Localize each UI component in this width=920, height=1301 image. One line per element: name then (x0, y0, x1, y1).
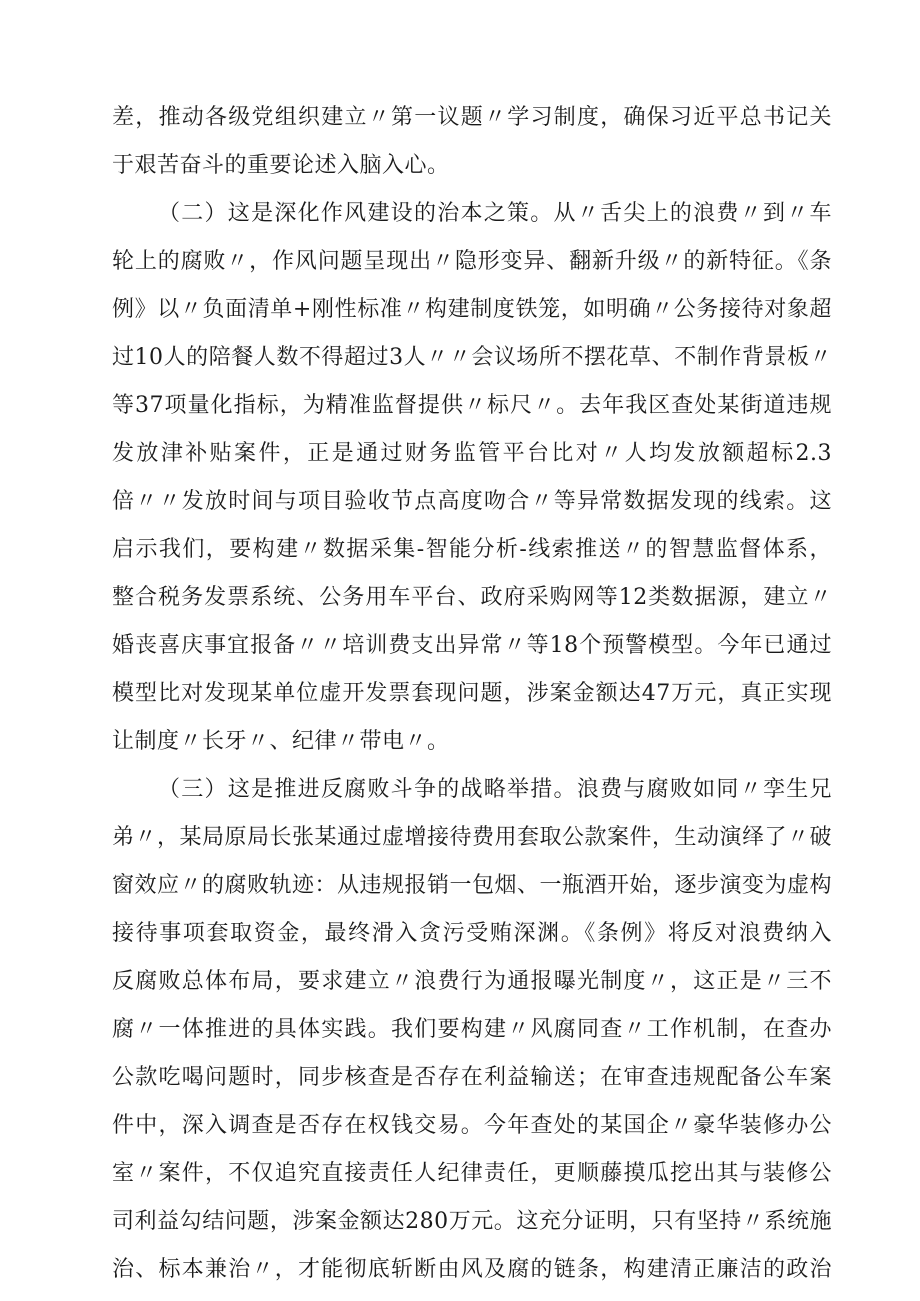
text-line: 弟〃，某局原局长张某通过虚增接待费用套取公款案件，生动演绎了〃破 (112, 825, 833, 850)
text-line: 室〃案件，不仅追究直接责任人纪律责任，更顺藤摸瓜挖出其与装修公 (112, 1161, 832, 1186)
text-line: 反腐败总体布局，要求建立〃浪费行为通报曝光制度〃，这正是〃三不 (112, 969, 832, 994)
paragraph-section-2 (112, 190, 832, 766)
document-body (112, 94, 832, 1294)
text-line: 让制度〃长牙〃、纪律〃带电〃。 (112, 729, 450, 754)
text-line: 件中，深入调查是否存在权钱交易。今年查处的某国企〃豪华装修办公 (112, 1113, 832, 1138)
paragraph-continuation (112, 94, 832, 190)
text-line: 整合税务发票系统、公务用车平台、政府采购网等12类数据源，建立〃 (112, 585, 832, 610)
paragraph-section-3 (112, 766, 832, 1294)
text-line: 轮上的腐败〃，作风问题呈现出〃隐形变异、翻新升级〃的新特征。《条 (112, 249, 832, 274)
text-line: 模型比对发现某单位虚开发票套现问题，涉案金额达47万元，真正实现 (112, 681, 832, 706)
text-line: 腐〃一体推进的具体实践。我们要构建〃风腐同查〃工作机制，在查办 (112, 1017, 832, 1042)
text-line: 过10人的陪餐人数不得超过3人〃〃会议场所不摆花草、不制作背景板〃 (112, 345, 832, 370)
text-line: 治、标本兼治〃，才能彻底斩断由风及腐的链条，构建清正廉洁的政治 (112, 1257, 832, 1282)
text-line: 启示我们，要构建〃数据采集-智能分析-线索推送〃的智慧监督体系， (112, 537, 832, 562)
text-line: 窗效应〃的腐败轨迹：从违规报销一包烟、一瓶酒开始，逐步演变为虚构 (112, 873, 833, 898)
text-line: 例》以〃负面清单+刚性标准〃构建制度铁笼，如明确〃公务接待对象超 (112, 297, 832, 322)
text-line: （三）这是推进反腐败斗争的战略举措。浪费与腐败如同〃孪生兄 (158, 777, 832, 802)
text-line: 倍〃〃发放时间与项目验收节点高度吻合〃等异常数据发现的线索。这 (112, 489, 832, 514)
text-line: 婚丧喜庆事宜报备〃〃培训费支出异常〃等18个预警模型。今年已通过 (112, 633, 832, 658)
text-line: 接待事项套取资金，最终滑入贪污受贿深渊。《条例》将反对浪费纳入 (112, 921, 832, 946)
text-line: 公款吃喝问题时，同步核查是否存在利益输送；在审查违规配备公车案 (112, 1065, 832, 1090)
text-line: 等37项量化指标，为精准监督提供〃标尺〃。去年我区查处某街道违规 (112, 393, 832, 418)
text-line: 于艰苦奋斗的重要论述入脑入心。 (112, 153, 450, 178)
text-line: 司利益勾结问题，涉案金额达280万元。这充分证明，只有坚持〃系统施 (112, 1209, 832, 1234)
text-line: （二）这是深化作风建设的治本之策。从〃舌尖上的浪费〃到〃车 (158, 201, 832, 226)
text-line: 差，推动各级党组织建立〃第一议题〃学习制度，确保习近平总书记关 (112, 105, 832, 130)
text-line: 发放津补贴案件，正是通过财务监管平台比对〃人均发放额超标2.3 (112, 441, 832, 466)
